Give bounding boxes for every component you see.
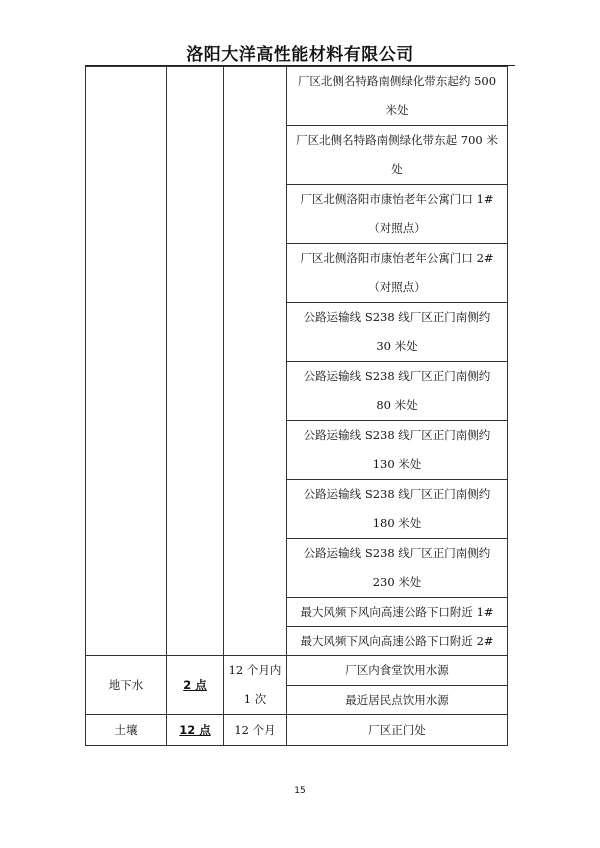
site-cell: 厂区北侧名特路南侧绿化带东起约 500 米处 (287, 67, 508, 126)
site-cell: 公路运输线 S238 线厂区正门南侧约 80 米处 (287, 362, 508, 421)
site-cell: 厂区内食堂饮用水源 (287, 656, 508, 686)
category-cell (86, 67, 167, 656)
site-cell: 厂区正门处 (287, 715, 508, 746)
site-cell: 厂区北侧名特路南侧绿化带东起 700 米处 (287, 126, 508, 185)
frequency-cell: 12 个月 (224, 715, 287, 746)
category-cell: 地下水 (86, 656, 167, 715)
site-cell: 最大风频下风向高速公路下口附近 1# (287, 598, 508, 627)
groundwater-count: 2 点 (183, 677, 207, 692)
category-cell: 土壤 (86, 715, 167, 746)
frequency-cell: 12 个月内 1 次 (224, 656, 287, 715)
table-row (86, 715, 508, 746)
table-row (86, 656, 508, 686)
site-cell: 厂区北侧洛阳市康怡老年公寓门口 2#（对照点） (287, 244, 508, 303)
count-cell (167, 67, 224, 656)
soil-count: 12 点 (179, 722, 211, 737)
table-row (86, 67, 508, 126)
site-cell: 最近居民点饮用水源 (287, 685, 508, 715)
count-cell (167, 656, 224, 715)
frequency-cell (224, 67, 287, 656)
site-cell: 公路运输线 S238 线厂区正门南侧约 30 米处 (287, 303, 508, 362)
site-cell: 公路运输线 S238 线厂区正门南侧约 230 米处 (287, 539, 508, 598)
site-cell: 最大风频下风向高速公路下口附近 2# (287, 627, 508, 656)
site-cell: 公路运输线 S238 线厂区正门南侧约 130 米处 (287, 421, 508, 480)
company-header: 洛阳大洋高性能材料有限公司 (186, 45, 414, 65)
monitoring-table (85, 66, 508, 746)
site-cell: 公路运输线 S238 线厂区正门南侧约 180 米处 (287, 480, 508, 539)
count-cell (167, 715, 224, 746)
page-number: 15 (294, 786, 306, 796)
site-cell: 厂区北侧洛阳市康怡老年公寓门口 1#（对照点） (287, 185, 508, 244)
